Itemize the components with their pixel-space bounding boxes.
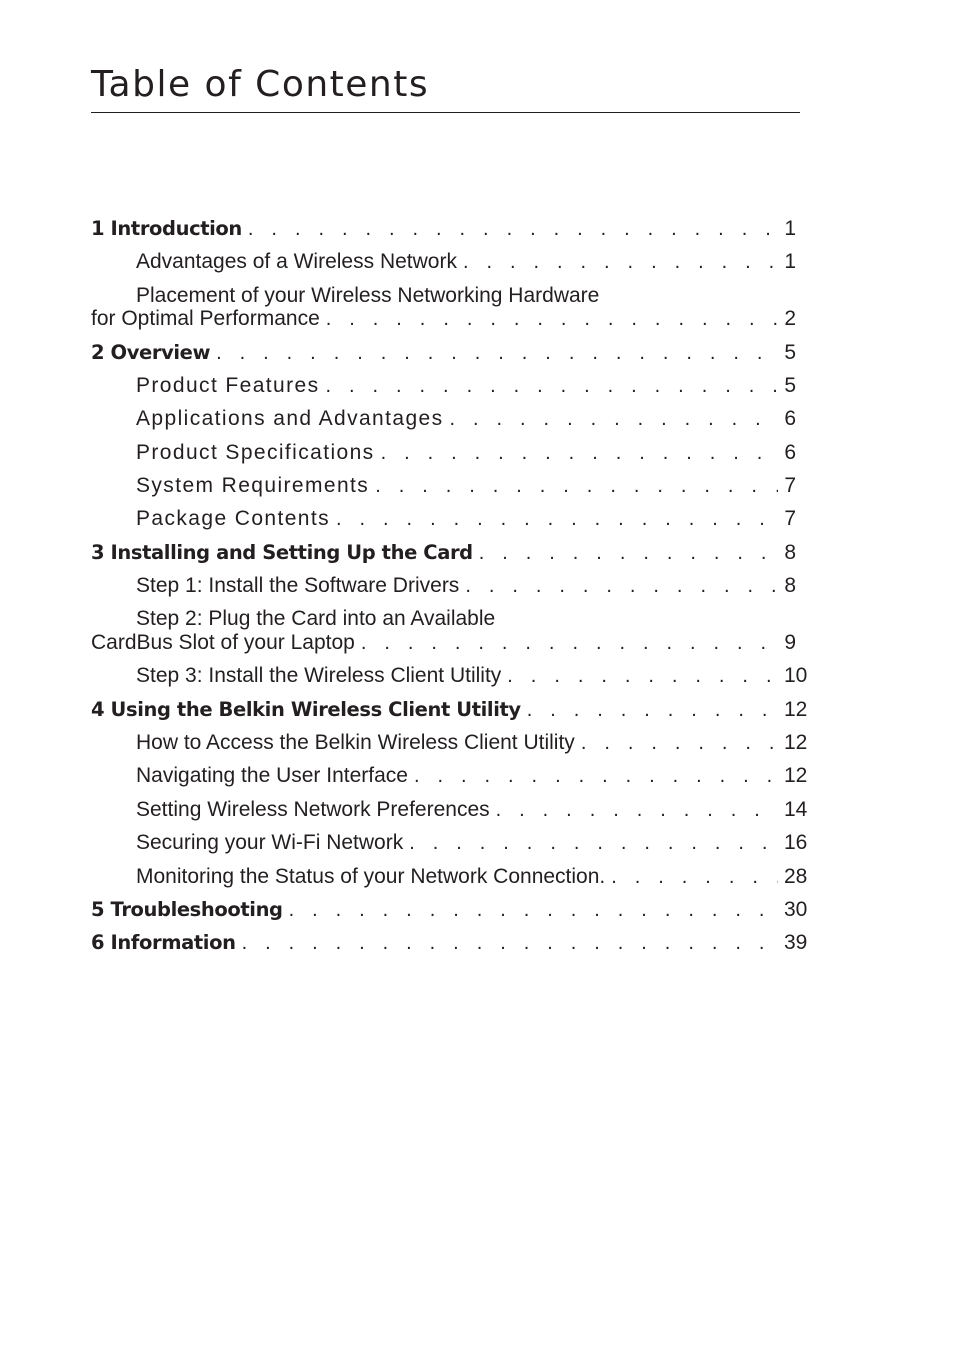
toc-section-access-utility[interactable] xyxy=(91,726,808,759)
toc-section-product-specifications[interactable] xyxy=(91,436,796,469)
toc-section-product-features[interactable] xyxy=(91,369,796,402)
toc-entry-label: Step 1: Install the Software Drivers xyxy=(136,574,460,598)
toc-page-number: 8 xyxy=(784,540,796,564)
toc-page-number: 16 xyxy=(784,831,808,855)
toc-entry-label: Product Features xyxy=(136,374,320,398)
toc-section-applications-advantages[interactable] xyxy=(91,402,796,435)
dot-leader xyxy=(611,861,778,894)
toc-chapter-installing-card[interactable] xyxy=(91,536,796,569)
toc-entry-label: Navigating the User Interface xyxy=(136,764,408,788)
toc-chapter-overview[interactable] xyxy=(91,336,796,369)
dot-leader xyxy=(242,927,778,960)
dot-leader xyxy=(507,660,778,693)
toc-entry-label: 6 Information xyxy=(91,931,236,955)
title-divider xyxy=(91,112,800,113)
dot-leader xyxy=(527,694,778,727)
toc-section-monitoring-status[interactable] xyxy=(91,860,808,893)
dot-leader xyxy=(248,213,778,246)
toc-section-system-requirements[interactable] xyxy=(91,469,796,502)
toc-entry-label: Monitoring the Status of your Network Connection. xyxy=(136,864,606,888)
dot-leader xyxy=(465,570,778,603)
toc-entry-label: System Requirements xyxy=(136,474,370,498)
toc-chapter-introduction[interactable] xyxy=(91,212,796,245)
toc-entry-label: 5 Troubleshooting xyxy=(91,897,283,921)
dot-leader xyxy=(325,370,778,403)
toc-page-number: 7 xyxy=(784,507,796,531)
dot-leader xyxy=(450,403,779,436)
toc-entry-label: Advantages of a Wireless Network xyxy=(136,250,457,274)
toc-section-advantages-wireless-network[interactable] xyxy=(91,245,796,278)
toc-page-number: 12 xyxy=(784,731,808,755)
toc-section-securing-network[interactable] xyxy=(91,826,808,859)
toc-entry-label: 4 Using the Belkin Wireless Client Utility xyxy=(91,697,521,721)
table-of-contents xyxy=(91,212,808,960)
toc-entry-label: 3 Installing and Setting Up the Card xyxy=(91,540,473,564)
dot-leader xyxy=(496,794,778,827)
toc-section-package-contents[interactable] xyxy=(91,502,796,535)
toc-entry-label: Applications and Advantages xyxy=(136,407,444,431)
toc-entry-label-line2: for Optimal Performance xyxy=(91,307,320,331)
toc-entry-label: How to Access the Belkin Wireless Client Utility xyxy=(136,731,575,755)
toc-page-number: 30 xyxy=(784,897,808,921)
dot-leader xyxy=(479,537,778,570)
toc-entry-label: Package Contents xyxy=(136,507,331,531)
toc-page-number: 7 xyxy=(784,474,796,498)
dot-leader xyxy=(409,827,778,860)
toc-entry-label: Securing your Wi-Fi Network xyxy=(136,831,404,855)
toc-page-number: 1 xyxy=(784,250,796,274)
toc-section-placement-hardware[interactable] xyxy=(91,279,796,336)
toc-entry-label-line1: Step 2: Plug the Card into an Available xyxy=(136,607,496,631)
toc-page-number: 1 xyxy=(784,217,796,240)
toc-page-number: 5 xyxy=(784,340,796,364)
toc-page-number: 9 xyxy=(784,631,796,655)
toc-page-number: 8 xyxy=(784,574,796,598)
toc-chapter-information[interactable] xyxy=(91,926,808,959)
toc-page-number: 10 xyxy=(784,664,808,688)
toc-page-number: 12 xyxy=(784,697,808,721)
toc-chapter-using-client-utility[interactable] xyxy=(91,693,808,726)
toc-page-number: 6 xyxy=(784,407,796,431)
dot-leader xyxy=(581,727,778,760)
toc-section-step3-install-utility[interactable] xyxy=(91,659,808,692)
toc-entry-label: 2 Overview xyxy=(91,340,211,364)
dot-leader xyxy=(336,503,778,536)
toc-section-navigating-ui[interactable] xyxy=(91,759,808,792)
toc-section-step2-plug-card[interactable] xyxy=(91,602,796,659)
toc-section-step1-install-drivers[interactable] xyxy=(91,569,796,602)
toc-chapter-troubleshooting[interactable] xyxy=(91,893,808,926)
toc-page-number: 12 xyxy=(784,764,808,788)
dot-leader xyxy=(216,337,778,370)
dot-leader xyxy=(381,437,778,470)
dot-leader xyxy=(326,303,778,336)
page-title: Table of Contents xyxy=(91,64,430,105)
toc-entry-label-line2: CardBus Slot of your Laptop xyxy=(91,631,355,655)
toc-section-network-preferences[interactable] xyxy=(91,793,808,826)
toc-entry-label: Setting Wireless Network Preferences xyxy=(136,797,490,821)
toc-page-number: 6 xyxy=(784,440,796,464)
dot-leader xyxy=(375,470,778,503)
toc-page-number: 14 xyxy=(784,797,808,821)
toc-entry-label: 1 Introduction xyxy=(91,217,242,240)
dot-leader xyxy=(414,760,778,793)
dot-leader xyxy=(289,894,778,927)
dot-leader xyxy=(463,246,778,279)
toc-page-number: 5 xyxy=(784,374,796,398)
dot-leader xyxy=(361,627,778,660)
toc-page-number: 2 xyxy=(784,307,796,331)
toc-entry-label-line1: Placement of your Wireless Networking Hardware xyxy=(136,283,600,307)
toc-page-number: 28 xyxy=(784,864,808,888)
toc-entry-label: Step 3: Install the Wireless Client Utility xyxy=(136,664,502,688)
toc-entry-label: Product Specifications xyxy=(136,440,375,464)
toc-page-number: 39 xyxy=(784,931,808,955)
